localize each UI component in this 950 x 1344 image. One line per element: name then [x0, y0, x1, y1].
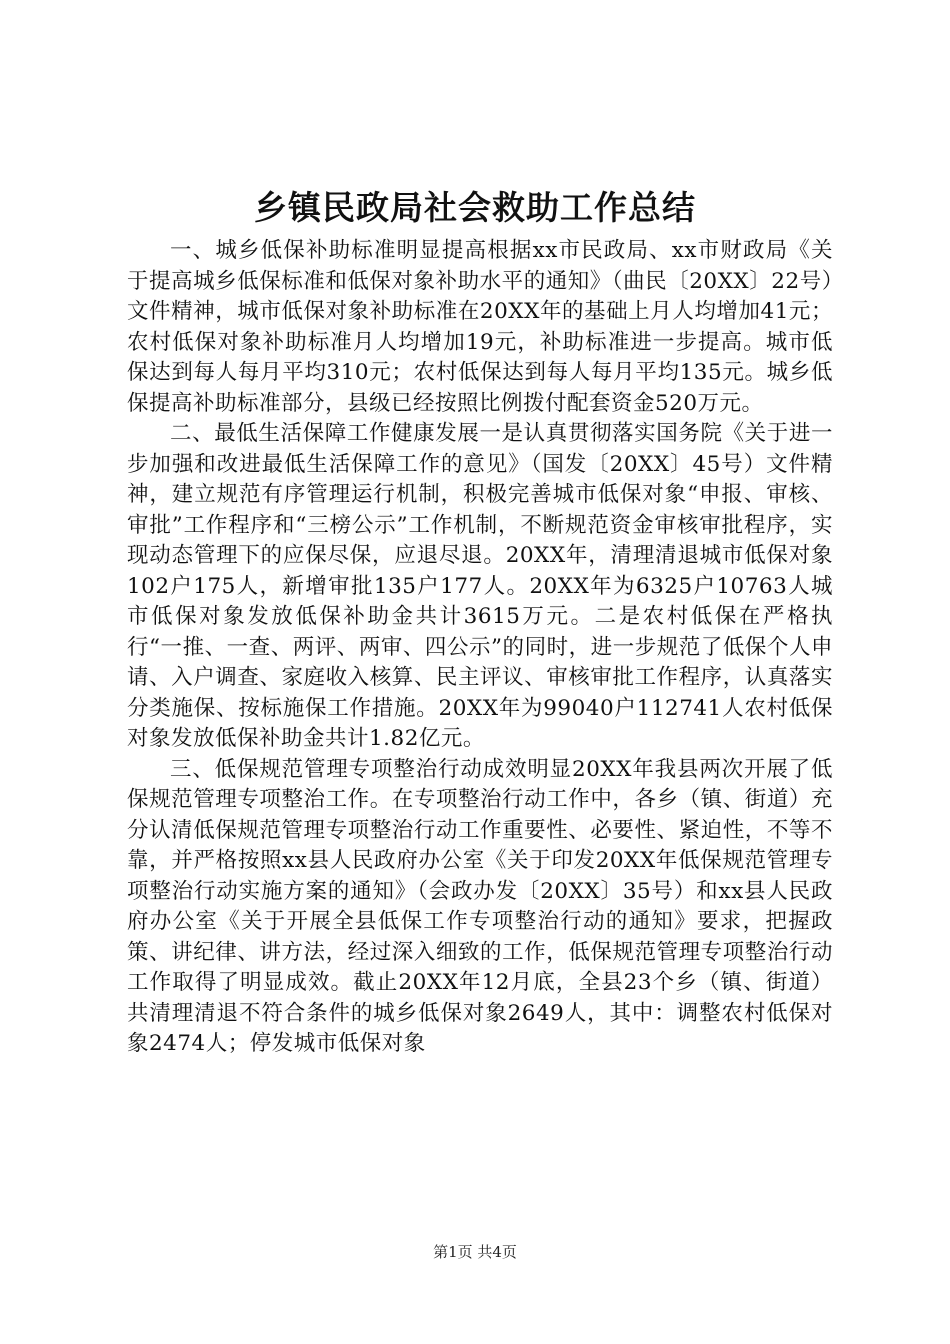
- document-title: 乡镇民政局社会救助工作总结: [254, 188, 696, 227]
- page-footer: 第1页 共4页: [433, 1243, 517, 1261]
- paragraph-3: 三、低保规范管理专项整治行动成效明显20XX年我县两次开展了低保规范管理专项整治工作。在专项整治行动工作中，各乡（镇、街道）充分认清低保规范管理专项整治行动工作重要性、必要性、紧迫性，不等不靠，并严格按照xx县人民政府办公室《关于印发20XX年低保规范管理专项整治行动实施方案的通知》（会政办发〔20XX〕35号）和xx县人民政府办公室《关于开展全县低保工作专项整治行动的通知》要求，把握政策、讲纪律、讲方法，经过深入细致的工作，低保规范管理专项整治行动工作取得了明显成效。截止20XX年12月底，全县23个乡（镇、街道）共清理清退不符合条件的城乡低保对象2649人，其中：调整农村低保对象2474人；停发城市低保对象: [127, 756, 833, 1056]
- document-body: [127, 236, 833, 1060]
- paragraph-1: 一、城乡低保补助标准明显提高根据xx市民政局、xx市财政局《关于提高城乡低保标准和低保对象补助水平的通知》（曲民〔20XX〕22号）文件精神，城市低保对象补助标准在20XX年的基础上月人均增加41元；农村低保对象补助标准月人均增加19元，补助标准进一步提高。城市低保达到每人每月平均310元；农村低保达到每人每月平均135元。城乡低保提高补助标准部分，县级已经按照比例拨付配套资金520万元。: [127, 238, 833, 416]
- paragraph-2: 二、最低生活保障工作健康发展一是认真贯彻落实国务院《关于进一步加强和改进最低生活保障工作的意见》（国发〔20XX〕45号）文件精神，建立规范有序管理运行机制，积极完善城市低保对象“申报、审核、审批”工作程序和“三榜公示”工作机制，不断规范资金审核审批程序，实现动态管理下的应保尽保，应退尽退。20XX年，清理清退城市低保对象102户175人，新增审批135户177人。20XX年为6325户10763人城市低保对象发放低保补助金共计3615万元。二是农村低保在严格执行“一推、一查、两评、两审、四公示”的同时，进一步规范了低保个人申请、入户调查、家庭收入核算、民主评议、审核审批工作程序，认真落实分类施保、按标施保工作措施。20XX年为99040户112741人农村低保对象发放低保补助金共计1.82亿元。: [127, 421, 833, 751]
